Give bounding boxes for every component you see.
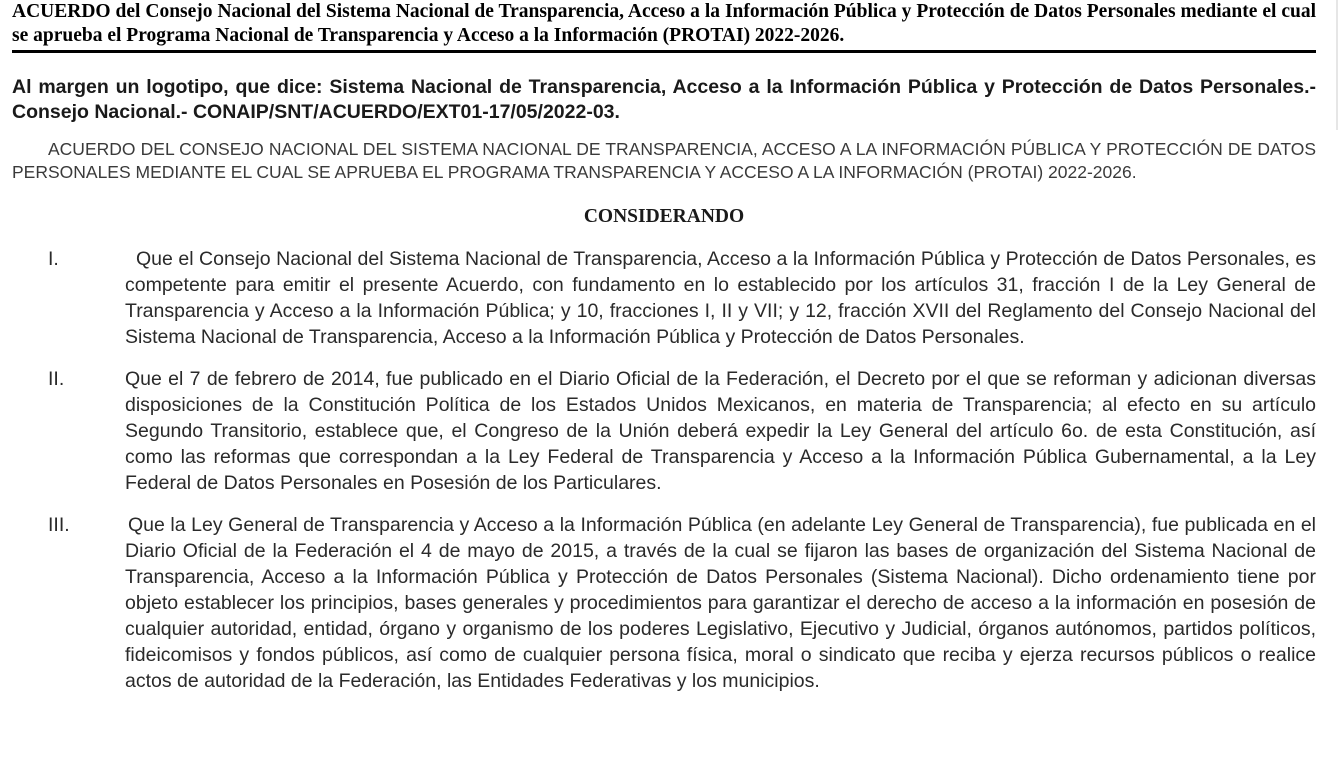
considerando-list [12, 246, 1316, 694]
item-text: Que el Consejo Nacional del Sistema Nacional de Transparencia, Acceso a la Información Pública y Protección de Datos Personales, es competente para emitir el presente Acuerdo, con fundamento en lo establecido por los artículos 31, fracción I de la Ley General de Transparencia y Acceso a la Información Pública; y 10, fracciones I, II y VII; y 12, fracción XVII del Reglamento del Consejo Nacional del Sistema Nacional de Transparencia, Acceso a la Información Pública y Protección de Datos Personales. [125, 248, 1316, 348]
document-page [12, 0, 1316, 710]
document-title: ACUERDO del Consejo Nacional del Sistema Nacional de Transparencia, Acceso a la Información Pública y Protección de Datos Personales mediante el cual se aprueba el Programa Nacional de Transparencia y Acceso a la Información (PROTAI) 2022-2026. [12, 1, 1316, 46]
list-item [12, 246, 1316, 350]
item-number: I. [48, 248, 59, 270]
intro-paragraph: ACUERDO DEL CONSEJO NACIONAL DEL SISTEMA NACIONAL DE TRANSPARENCIA, ACCESO A LA INFORMACIÓN PÚBLICA Y PROTECCIÓN DE DATOS PERSONALES MEDIANTE EL CUAL SE APRUEBA EL PROGRAMA TRANSPARENCIA Y ACCESO A LA INFORMACIÓN (PROTAI) 2022-2026. [12, 139, 1316, 182]
item-text: Que la Ley General de Transparencia y Acceso a la Información Pública (en adelante Ley General de Transparencia), fue publicada en el Diario Oficial de la Federación el 4 de mayo de 2015, a través de la cual se fijaron las bases de organización del Sistema Nacional de Transparencia, Acceso a la Información Pública y Protección de Datos Personales (Sistema Nacional). Dicho ordenamiento tiene por objeto establecer los principios, bases generales y procedimientos para garantizar el derecho de acceso a la información en posesión de cualquier autoridad, entidad, órgano y organismo de los poderes Legislativo, Ejecutivo y Judicial, órganos autónomos, partidos políticos, fideicomisos y fondos públicos, así como de cualquier persona física, moral o sindicato que reciba y ejerza recursos públicos o realice actos de autoridad de la Federación, las Entidades Federativas y los municipios. [125, 514, 1316, 692]
item-number: II. [48, 368, 65, 390]
logo-note: Al margen un logotipo, que dice: Sistema Nacional de Transparencia, Acceso a la Información Pública y Protección de Datos Personales.- Consejo Nacional.- CONAIP/SNT/ACUERDO/EXT01-17/05/2022-03. [12, 76, 1316, 123]
list-item [12, 512, 1316, 694]
item-text: Que el 7 de febrero de 2014, fue publicado en el Diario Oficial de la Federación, el Decreto por el que se reforman y adicionan diversas disposiciones de la Constitución Política de los Estados Unidos Mexicanos, en materia de Transparencia; al efecto en su artículo Segundo Transitorio, establece que, el Congreso de la Unión deberá expedir la Ley General del artículo 6o. de esta Constitución, así como las reformas que correspondan a la Ley Federal de Transparencia y Acceso a la Información Pública Gubernamental, a la Ley Federal de Datos Personales en Posesión de los Particulares. [125, 368, 1316, 494]
list-item [12, 366, 1316, 496]
item-number: III. [48, 514, 70, 536]
section-heading: CONSIDERANDO [583, 206, 745, 227]
title-divider [12, 50, 1316, 53]
